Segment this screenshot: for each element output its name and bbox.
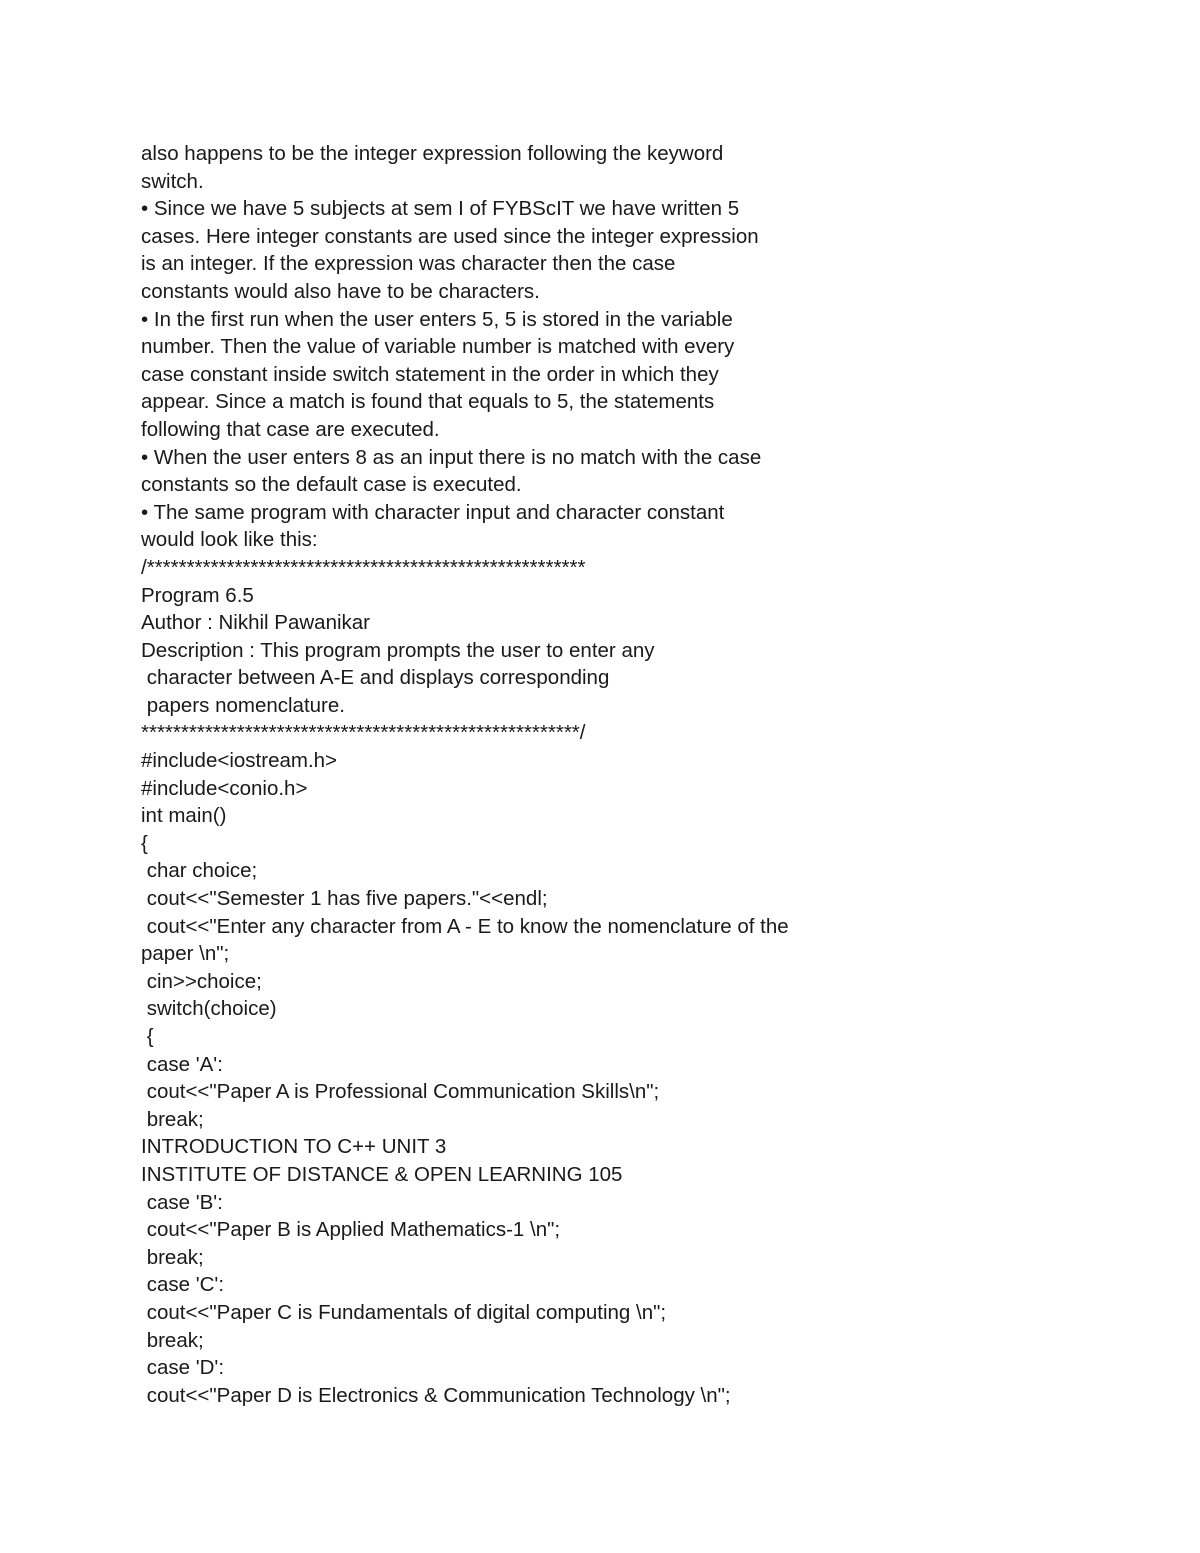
text-line: INTRODUCTION TO C++ UNIT 3 [141, 1135, 447, 1159]
text-line: case constant inside switch statement in the order in which they [141, 362, 719, 386]
text-line: is an integer. If the expression was character then the case [141, 252, 676, 276]
text-line: cout<<"Paper D is Electronics & Communication Technology \n"; [141, 1383, 731, 1407]
text-line: Description : This program prompts the user to enter any [141, 638, 655, 662]
text-line: number. Then the value of variable number is matched with every [141, 335, 735, 359]
text-line: case 'B': [141, 1190, 223, 1214]
text-line: cout<<"Paper A is Professional Communication Skills\n"; [141, 1080, 660, 1104]
text-line: switch. [141, 169, 204, 193]
text-line: constants so the default case is executed. [141, 473, 522, 497]
text-line: break; [141, 1245, 204, 1269]
text-line: • The same program with character input and character constant [141, 500, 725, 524]
document-text [141, 140, 1041, 1409]
text-line: #include<conio.h> [141, 776, 308, 800]
text-line: { [141, 1025, 154, 1048]
text-line: following that case are executed. [141, 417, 440, 441]
text-line: constants would also have to be characters. [141, 279, 540, 303]
text-line: cin>>choice; [141, 969, 262, 993]
text-line: case 'C': [141, 1273, 225, 1297]
text-line: cases. Here integer constants are used since the integer expression [141, 224, 759, 248]
text-line: #include<iostream.h> [141, 749, 338, 773]
text-line: case 'A': [141, 1052, 223, 1076]
text-line: paper \n"; [141, 942, 230, 966]
text-line: appear. Since a match is found that equals to 5, the statements [141, 390, 715, 414]
text-line: cout<<"Paper B is Applied Mathematics-1 \n"; [141, 1218, 561, 1242]
text-line: int main() [141, 804, 227, 828]
text-line: would look like this: [141, 528, 318, 552]
text-line: papers nomenclature. [141, 693, 345, 717]
text-line: break; [141, 1328, 204, 1352]
text-line: cout<<"Enter any character from A - E to know the nomenclature of the [141, 914, 789, 938]
text-line: cout<<"Semester 1 has five papers."<<endl; [141, 887, 548, 911]
text-line: character between A-E and displays corresponding [141, 666, 610, 690]
text-line: /******************************************************* [141, 555, 586, 579]
text-line: *******************************************************/ [141, 721, 586, 745]
text-line: cout<<"Paper C is Fundamentals of digital computing \n"; [141, 1300, 667, 1324]
text-line: • Since we have 5 subjects at sem I of FYBScIT we have written 5 [141, 197, 740, 221]
text-line: case 'D': [141, 1356, 225, 1380]
text-line: • In the first run when the user enters 5, 5 is stored in the variable [141, 307, 733, 331]
text-line: Program 6.5 [141, 583, 254, 607]
text-line: switch(choice) [141, 997, 277, 1021]
text-line: break; [141, 1107, 204, 1131]
text-line: also happens to be the integer expression following the keyword [141, 142, 724, 165]
text-line: char choice; [141, 859, 258, 883]
text-line: { [141, 831, 148, 855]
text-line: INSTITUTE OF DISTANCE & OPEN LEARNING 105 [141, 1162, 623, 1186]
text-line: • When the user enters 8 as an input there is no match with the case [141, 445, 762, 469]
text-line: Author : Nikhil Pawanikar [141, 611, 371, 635]
